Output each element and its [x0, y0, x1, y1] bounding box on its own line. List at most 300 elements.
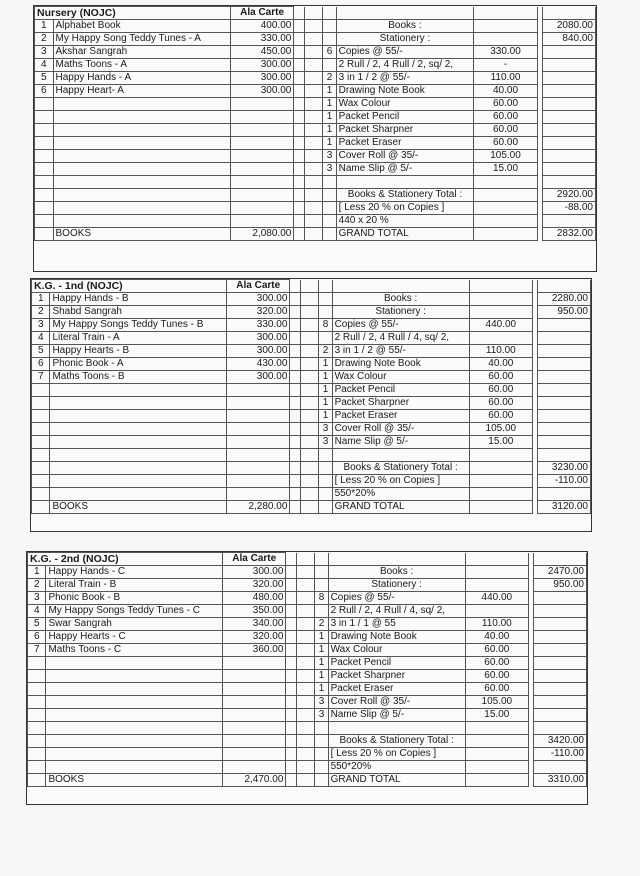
table-row [32, 397, 591, 410]
empty-cell [304, 85, 323, 98]
stationery-label: Stationery : [336, 33, 474, 46]
table-row [32, 384, 591, 397]
spacer-cell [286, 566, 297, 579]
book-name: Happy Heart- A [53, 85, 230, 98]
empty-cell [315, 579, 328, 592]
book-number: 7 [28, 644, 46, 657]
empty-cell [28, 722, 46, 735]
stationery-qty: 1 [319, 397, 332, 410]
empty-cell [32, 384, 50, 397]
empty-cell [300, 280, 318, 293]
empty-cell [230, 163, 294, 176]
empty-cell [469, 488, 532, 501]
empty-cell [223, 670, 286, 683]
spacer-cell [290, 319, 301, 332]
empty-cell [469, 475, 532, 488]
table-row [32, 449, 591, 462]
book-number: 3 [35, 46, 54, 59]
empty-cell [230, 150, 294, 163]
empty-cell [469, 462, 532, 475]
empty-cell [465, 774, 528, 787]
header-row [28, 553, 587, 566]
empty-cell [538, 436, 591, 449]
empty-cell [323, 202, 336, 215]
spacer-cell [294, 72, 305, 85]
empty-cell [465, 579, 528, 592]
book-name: Akshar Sangrah [53, 46, 230, 59]
empty-cell [543, 98, 596, 111]
table-row [35, 228, 596, 241]
stationery-item: Packet Pencil [328, 657, 465, 670]
empty-cell [538, 423, 591, 436]
stationery-price: 60.00 [474, 98, 538, 111]
stationery-price: 60.00 [469, 384, 532, 397]
book-number: 6 [32, 358, 50, 371]
empty-cell [469, 306, 532, 319]
empty-cell [319, 280, 332, 293]
spacer-cell [290, 501, 301, 514]
empty-cell [465, 566, 528, 579]
stationery-item: Packet Eraser [328, 683, 465, 696]
grand-total-label: GRAND TOTAL [336, 228, 474, 241]
empty-cell [543, 46, 596, 59]
spacer-cell [286, 631, 297, 644]
stationery-price: 110.00 [465, 618, 528, 631]
stationery-qty: 1 [323, 137, 336, 150]
table-row [32, 293, 591, 306]
empty-cell [300, 410, 318, 423]
spacer-cell [294, 59, 305, 72]
spacer-cell [286, 683, 297, 696]
book-number: 5 [32, 345, 50, 358]
spacer-cell [294, 189, 305, 202]
empty-cell [227, 436, 290, 449]
empty-cell [304, 7, 323, 20]
less-value: -88.00 [543, 202, 596, 215]
empty-cell [304, 215, 323, 228]
empty-cell [315, 553, 328, 566]
calc-note: 550*20% [328, 761, 465, 774]
empty-cell [465, 735, 528, 748]
table-row [35, 111, 596, 124]
spacer-cell [294, 215, 305, 228]
footer-books-label: BOOKS [53, 228, 230, 241]
spacer-cell [286, 592, 297, 605]
empty-cell [332, 280, 469, 293]
table-row [32, 358, 591, 371]
stationery-qty: 3 [319, 423, 332, 436]
empty-cell [538, 280, 591, 293]
table-row [28, 618, 587, 631]
empty-cell [35, 98, 54, 111]
empty-cell [53, 189, 230, 202]
table-row [35, 176, 596, 189]
stationery-item: 3 in 1 / 1 @ 55 [328, 618, 465, 631]
table-row [32, 423, 591, 436]
empty-cell [35, 137, 54, 150]
empty-cell [35, 189, 54, 202]
empty-cell [300, 345, 318, 358]
section-kg1 [30, 278, 592, 532]
empty-cell [474, 176, 538, 189]
calc-note: 440 x 20 % [336, 215, 474, 228]
empty-cell [227, 423, 290, 436]
stationery-qty: 6 [323, 46, 336, 59]
book-number: 3 [28, 592, 46, 605]
empty-cell [474, 228, 538, 241]
table-row [35, 124, 596, 137]
book-price: 320.00 [223, 579, 286, 592]
stationery-item: Packet Sharpner [332, 397, 469, 410]
empty-cell [304, 124, 323, 137]
table-row [28, 644, 587, 657]
book-name: My Happy Songs Teddy Tunes - B [50, 319, 227, 332]
stationery-price: 60.00 [474, 124, 538, 137]
table-row [28, 683, 587, 696]
empty-cell [534, 709, 587, 722]
table-row [28, 670, 587, 683]
book-number: 5 [28, 618, 46, 631]
spacer-cell [290, 488, 301, 501]
spacer-cell [286, 644, 297, 657]
empty-cell [534, 657, 587, 670]
empty-cell [538, 319, 591, 332]
empty-cell [304, 137, 323, 150]
book-price: 300.00 [227, 332, 290, 345]
spacer-cell [294, 20, 305, 33]
empty-cell [328, 722, 465, 735]
table-row [28, 605, 587, 618]
empty-cell [28, 735, 46, 748]
empty-cell [46, 657, 223, 670]
stationery-qty: 1 [323, 124, 336, 137]
empty-cell [53, 202, 230, 215]
spacer-cell [290, 332, 301, 345]
empty-cell [32, 488, 50, 501]
stationery-qty: 1 [315, 657, 328, 670]
stationery-qty: 1 [323, 111, 336, 124]
book-price: 300.00 [227, 371, 290, 384]
stationery-qty: 1 [315, 683, 328, 696]
empty-cell [304, 98, 323, 111]
empty-cell [315, 735, 328, 748]
books-total: 2280.00 [538, 293, 591, 306]
spacer-cell [286, 735, 297, 748]
empty-cell [469, 293, 532, 306]
stationery-total: 950.00 [534, 579, 587, 592]
empty-cell [53, 163, 230, 176]
empty-cell [53, 150, 230, 163]
bs-total: 2920.00 [543, 189, 596, 202]
table-row [32, 475, 591, 488]
empty-cell [290, 280, 301, 293]
empty-cell [304, 59, 323, 72]
table-row [28, 566, 587, 579]
spacer-cell [286, 722, 297, 735]
table-row [28, 696, 587, 709]
section-kg2 [26, 551, 588, 805]
empty-cell [32, 449, 50, 462]
stationery-item: Packet Sharpner [328, 670, 465, 683]
empty-cell [319, 488, 332, 501]
empty-cell [538, 371, 591, 384]
empty-cell [300, 293, 318, 306]
empty-cell [32, 501, 50, 514]
empty-cell [538, 410, 591, 423]
empty-cell [538, 384, 591, 397]
table-row [28, 722, 587, 735]
empty-cell [230, 124, 294, 137]
empty-cell [296, 748, 314, 761]
stationery-item: Name Slip @ 5/- [328, 709, 465, 722]
empty-cell [543, 72, 596, 85]
book-price: 330.00 [230, 33, 294, 46]
empty-cell [469, 449, 532, 462]
empty-cell [230, 215, 294, 228]
stationery-price: 330.00 [474, 46, 538, 59]
price-table [31, 279, 591, 514]
footer-books-value: 2,470.00 [223, 774, 286, 787]
empty-cell [28, 683, 46, 696]
book-price: 320.00 [223, 631, 286, 644]
empty-cell [28, 696, 46, 709]
empty-cell [300, 488, 318, 501]
book-price: 330.00 [227, 319, 290, 332]
empty-cell [328, 553, 465, 566]
empty-cell [300, 449, 318, 462]
book-number: 1 [32, 293, 50, 306]
empty-cell [300, 319, 318, 332]
spacer-cell [286, 761, 297, 774]
empty-cell [35, 150, 54, 163]
book-name: My Happy Songs Teddy Tunes - C [46, 605, 223, 618]
calc-note: 550*20% [332, 488, 469, 501]
bs-total: 3420.00 [534, 735, 587, 748]
empty-cell [296, 709, 314, 722]
empty-cell [304, 46, 323, 59]
empty-cell [32, 475, 50, 488]
empty-cell [223, 683, 286, 696]
empty-cell [296, 566, 314, 579]
grand-total: 3120.00 [538, 501, 591, 514]
empty-cell [534, 618, 587, 631]
empty-cell [465, 722, 528, 735]
empty-cell [50, 436, 227, 449]
table-row [35, 150, 596, 163]
price-table [34, 6, 596, 241]
empty-cell [28, 761, 46, 774]
stationery-qty: 1 [315, 670, 328, 683]
book-name: Shabd Sangrah [50, 306, 227, 319]
stationery-price: 440.00 [469, 319, 532, 332]
empty-cell [28, 657, 46, 670]
empty-cell [474, 33, 538, 46]
stationery-item: Copies @ 55/- [332, 319, 469, 332]
book-number: 7 [32, 371, 50, 384]
table-row [35, 33, 596, 46]
stationery-price: 60.00 [465, 657, 528, 670]
spacer-cell [286, 696, 297, 709]
book-number: 3 [32, 319, 50, 332]
spacer-cell [290, 462, 301, 475]
table-row [28, 709, 587, 722]
empty-cell [50, 397, 227, 410]
empty-cell [28, 670, 46, 683]
table-row [28, 592, 587, 605]
book-name: Happy Hands - C [46, 566, 223, 579]
stationery-item: Packet Sharpner [336, 124, 474, 137]
empty-cell [323, 20, 336, 33]
empty-cell [304, 189, 323, 202]
books-total: 2080.00 [543, 20, 596, 33]
stationery-item: Packet Pencil [332, 384, 469, 397]
book-name: Literal Train - B [46, 579, 223, 592]
stationery-qty: 1 [315, 644, 328, 657]
spacer-cell [290, 371, 301, 384]
empty-cell [534, 644, 587, 657]
spacer-cell [290, 358, 301, 371]
empty-cell [538, 358, 591, 371]
empty-cell [46, 683, 223, 696]
less-label: [ Less 20 % on Copies ] [336, 202, 474, 215]
empty-cell [35, 176, 54, 189]
spacer-cell [294, 228, 305, 241]
empty-cell [315, 774, 328, 787]
empty-cell [323, 228, 336, 241]
stationery-item: 3 in 1 / 2 @ 55/- [332, 345, 469, 358]
spacer-cell [290, 397, 301, 410]
stationery-item: Name Slip @ 5/- [332, 436, 469, 449]
empty-cell [304, 176, 323, 189]
stationery-qty: 3 [315, 709, 328, 722]
empty-cell [50, 384, 227, 397]
table-row [28, 735, 587, 748]
spacer-cell [286, 709, 297, 722]
empty-cell [315, 761, 328, 774]
spacer-cell [286, 774, 297, 787]
stationery-item: Cover Roll @ 35/- [332, 423, 469, 436]
spacer-cell [286, 618, 297, 631]
section-title: Nursery (NOJC) [35, 7, 231, 20]
empty-cell [538, 488, 591, 501]
empty-cell [538, 332, 591, 345]
empty-cell [534, 761, 587, 774]
empty-cell [296, 657, 314, 670]
spacer-cell [294, 124, 305, 137]
empty-cell [543, 59, 596, 72]
table-row [32, 306, 591, 319]
book-name: Maths Toons - C [46, 644, 223, 657]
empty-cell [28, 774, 46, 787]
empty-cell [296, 683, 314, 696]
empty-cell [323, 176, 336, 189]
empty-cell [223, 722, 286, 735]
book-name: Phonic Book - A [50, 358, 227, 371]
empty-cell [35, 228, 54, 241]
book-number: 1 [35, 20, 54, 33]
spacer-cell [294, 98, 305, 111]
empty-cell [300, 358, 318, 371]
table-row [35, 215, 596, 228]
book-number: 4 [32, 332, 50, 345]
table-row [28, 579, 587, 592]
stationery-price: 15.00 [469, 436, 532, 449]
empty-cell [534, 553, 587, 566]
book-price: 320.00 [227, 306, 290, 319]
empty-cell [543, 163, 596, 176]
book-name: Literal Train - A [50, 332, 227, 345]
stationery-qty: 1 [319, 384, 332, 397]
book-price: 450.00 [230, 46, 294, 59]
empty-cell [469, 280, 532, 293]
empty-cell [230, 202, 294, 215]
books-label: Books : [332, 293, 469, 306]
stationery-item: 3 in 1 / 2 @ 55/- [336, 72, 474, 85]
spacer-cell [290, 410, 301, 423]
stationery-item: Cover Roll @ 35/- [336, 150, 474, 163]
empty-cell [296, 722, 314, 735]
spacer-cell [286, 605, 297, 618]
empty-cell [46, 735, 223, 748]
book-price: 430.00 [227, 358, 290, 371]
empty-cell [315, 722, 328, 735]
table-row [35, 202, 596, 215]
book-name: Happy Hearts - C [46, 631, 223, 644]
empty-cell [296, 579, 314, 592]
stationery-item: Drawing Note Book [332, 358, 469, 371]
spacer-cell [290, 449, 301, 462]
spacer-cell [290, 293, 301, 306]
book-price: 400.00 [230, 20, 294, 33]
stationery-price [469, 332, 532, 345]
book-name: Alphabet Book [53, 20, 230, 33]
book-price: 300.00 [230, 85, 294, 98]
stationery-item: Packet Pencil [336, 111, 474, 124]
table-row [32, 319, 591, 332]
empty-cell [50, 462, 227, 475]
book-name: My Happy Song Teddy Tunes - A [53, 33, 230, 46]
empty-cell [35, 124, 54, 137]
stationery-qty: 1 [323, 85, 336, 98]
stationery-price: 60.00 [465, 683, 528, 696]
empty-cell [46, 670, 223, 683]
spacer-cell [294, 176, 305, 189]
stationery-qty: 8 [319, 319, 332, 332]
table-row [32, 345, 591, 358]
empty-cell [323, 33, 336, 46]
bs-total-label: Books & Stationery Total : [332, 462, 469, 475]
empty-cell [296, 605, 314, 618]
stationery-item: Drawing Note Book [328, 631, 465, 644]
stationery-qty: 3 [319, 436, 332, 449]
spacer-cell [294, 163, 305, 176]
empty-cell [534, 605, 587, 618]
empty-cell [300, 384, 318, 397]
empty-cell [300, 501, 318, 514]
table-row [32, 462, 591, 475]
stationery-qty: 2 [315, 618, 328, 631]
spacer-cell [294, 111, 305, 124]
book-price: 300.00 [230, 59, 294, 72]
empty-cell [230, 189, 294, 202]
empty-cell [223, 696, 286, 709]
empty-cell [53, 215, 230, 228]
less-value: -110.00 [534, 748, 587, 761]
empty-cell [319, 462, 332, 475]
empty-cell [315, 748, 328, 761]
section-nursery [33, 5, 597, 272]
stationery-price: 15.00 [465, 709, 528, 722]
